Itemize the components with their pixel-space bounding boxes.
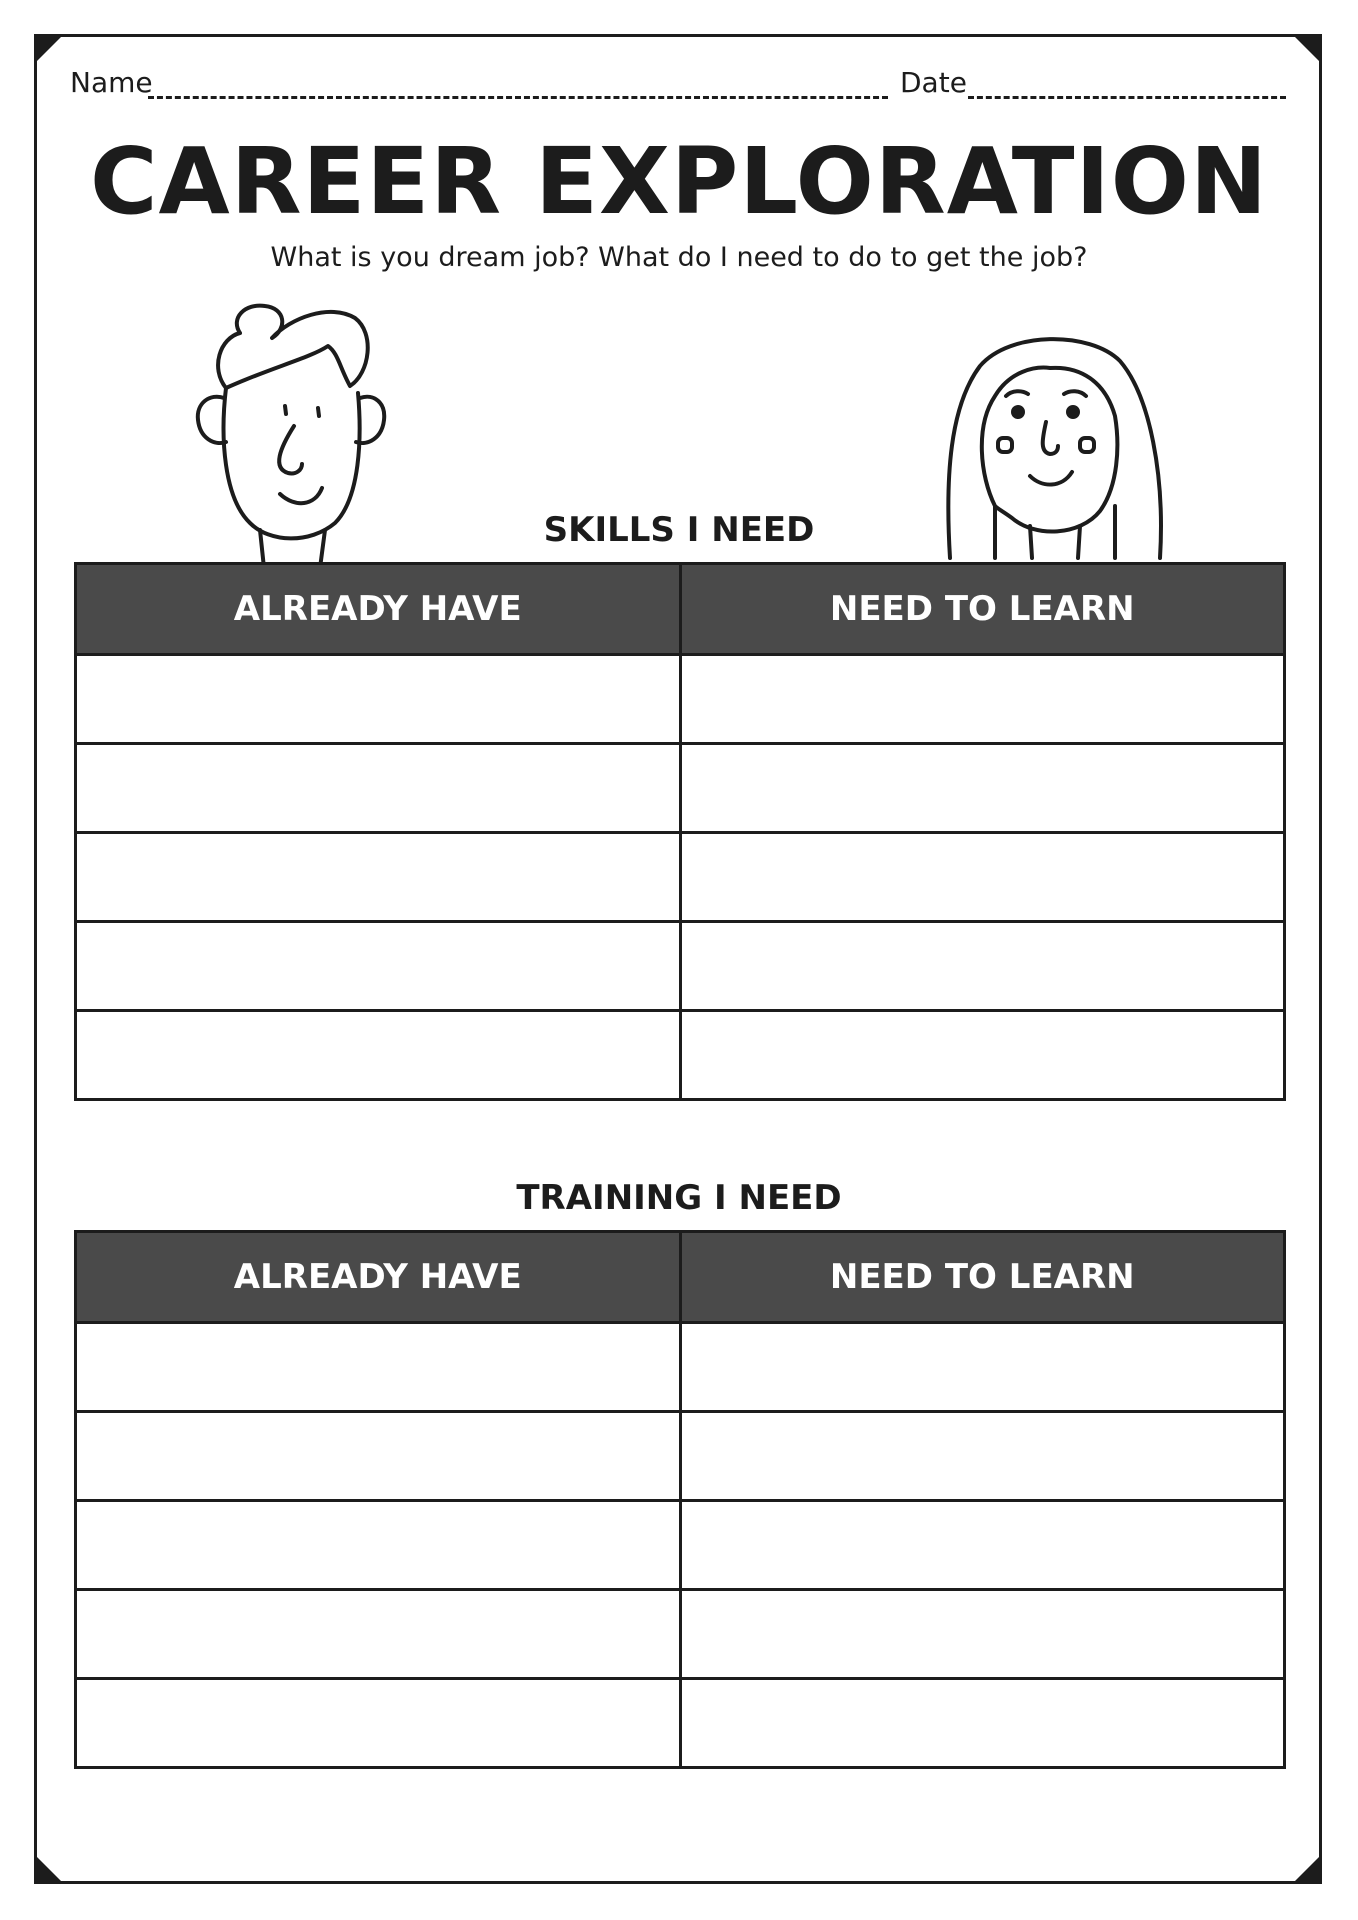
corner-decoration (1292, 1854, 1322, 1884)
training-table (74, 1230, 1286, 1769)
writing-cell[interactable] (679, 1502, 1284, 1588)
corner-decoration (34, 34, 64, 64)
section-heading-skills: SKILLS I NEED (543, 510, 815, 550)
writing-cell[interactable] (679, 923, 1284, 1009)
writing-cell[interactable] (77, 1413, 679, 1499)
table-row (77, 1588, 1283, 1677)
table-row (77, 920, 1283, 1009)
column-header-already-have: ALREADY HAVE (233, 1257, 522, 1297)
writing-cell[interactable] (77, 923, 679, 1009)
writing-cell[interactable] (77, 1324, 679, 1410)
writing-cell[interactable] (679, 1413, 1284, 1499)
table-header (77, 1233, 1283, 1324)
table-row (77, 1410, 1283, 1499)
writing-cell[interactable] (679, 656, 1284, 742)
writing-cell[interactable] (77, 1502, 679, 1588)
section-heading-training: TRAINING I NEED (516, 1178, 842, 1218)
writing-cell[interactable] (679, 1324, 1284, 1410)
corner-decoration (1292, 34, 1322, 64)
writing-cell[interactable] (679, 745, 1284, 831)
table-row (77, 1324, 1283, 1410)
name-field[interactable] (148, 96, 888, 99)
writing-cell[interactable] (77, 834, 679, 920)
corner-decoration (34, 1854, 64, 1884)
writing-cell[interactable] (77, 1680, 679, 1766)
writing-cell[interactable] (679, 834, 1284, 920)
writing-cell[interactable] (77, 745, 679, 831)
table-row (77, 1009, 1283, 1098)
column-header-need-to-learn: NEED TO LEARN (679, 1233, 1284, 1321)
table-row (77, 831, 1283, 920)
table-row (77, 1499, 1283, 1588)
date-label: Date (900, 66, 967, 99)
writing-cell[interactable] (77, 1012, 679, 1098)
column-header-need-to-learn: NEED TO LEARN (679, 565, 1284, 653)
writing-cell[interactable] (679, 1680, 1284, 1766)
writing-cell[interactable] (679, 1591, 1284, 1677)
name-label: Name (70, 66, 153, 99)
table-header (77, 565, 1283, 656)
date-field[interactable] (968, 96, 1286, 99)
table-row (77, 656, 1283, 742)
page-title: CAREER EXPLORATION (90, 128, 1268, 235)
writing-cell[interactable] (77, 1591, 679, 1677)
writing-cell[interactable] (77, 656, 679, 742)
column-header-already-have: ALREADY HAVE (233, 589, 522, 629)
table-row (77, 742, 1283, 831)
page-subtitle: What is you dream job? What do I need to do to get the job? (270, 242, 1088, 273)
skills-table (74, 562, 1286, 1101)
writing-cell[interactable] (679, 1012, 1284, 1098)
table-row (77, 1677, 1283, 1766)
